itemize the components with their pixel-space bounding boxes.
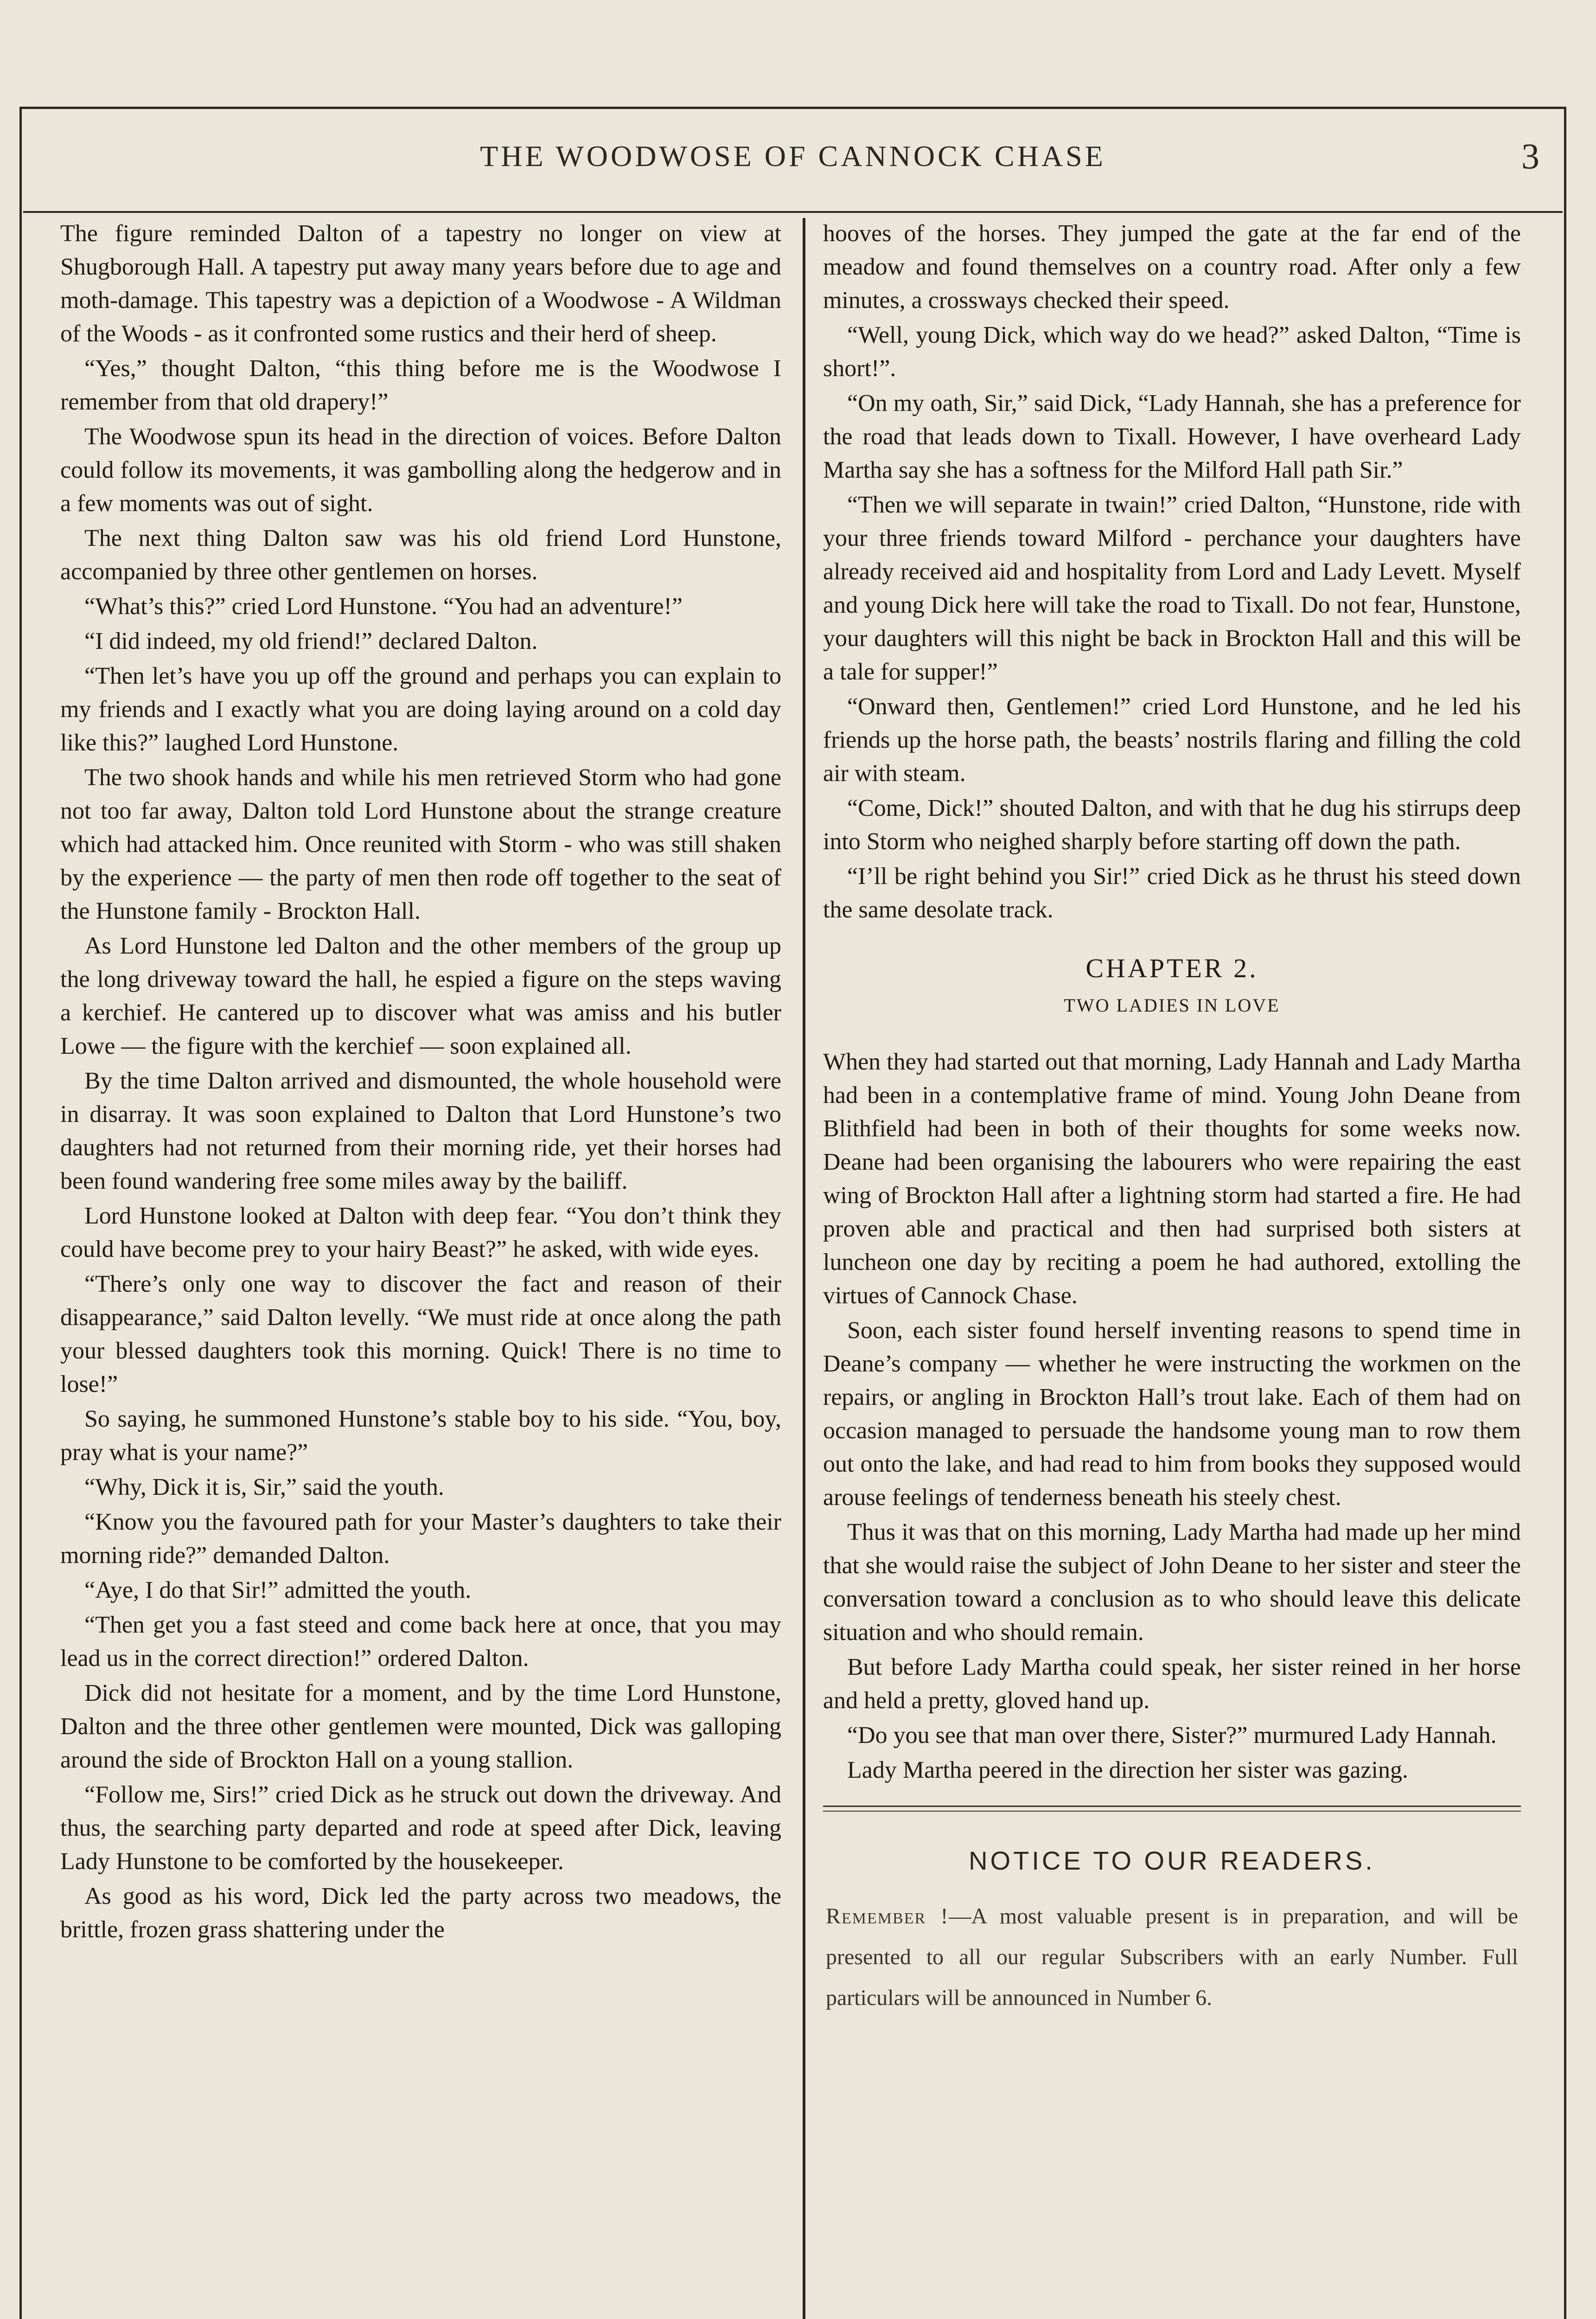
paragraph: “Onward then, Gentlemen!” cried Lord Hunstone, and he led his friends up the horse path, the beasts’ nostrils flaring and filling the cold air with steam. <box>823 693 1521 787</box>
paragraph: “Well, young Dick, which way do we head?” asked Dalton, “Time is short!”. <box>823 322 1521 382</box>
paragraph: “Come, Dick!” shouted Dalton, and with that he dug his stirrups deep into Storm who neighed sharply before starting off down the path. <box>823 795 1521 855</box>
page-number: 3 <box>1521 136 1539 176</box>
paragraph: “I did indeed, my old friend!” declared Dalton. <box>84 628 538 654</box>
paragraph: “Do you see that man over there, Sister?” murmured Lady Hannah. <box>847 1722 1497 1749</box>
notice-rule <box>823 1806 1521 1807</box>
paragraph: Lord Hunstone looked at Dalton with deep fear. “You don’t think they could have become prey to your hairy Beast?” he asked, with wide eyes. <box>60 1203 781 1262</box>
paragraph: By the time Dalton arrived and dismounted, the whole household were in disarray. It was soon explained to Dalton that Lord Hunstone’s two daughters had not returned from their morning ride, yet their horses had been found wandering free some miles away by the bailiff. <box>60 1068 781 1194</box>
notice-lead: Remember ! <box>826 1904 949 1928</box>
paragraph: “Know you the favoured path for your Master’s daughters to take their morning ride?” demanded Dalton. <box>60 1509 781 1569</box>
paragraph: The figure reminded Dalton of a tapestry no longer on view at Shugborough Hall. A tapestry put away many years before due to age and moth-damage. This tapestry was a depiction of a Woodwose - A Wildman of the Woods - as it confronted some rustics and their herd of sheep. <box>60 220 781 347</box>
paragraph: hooves of the horses. They jumped the gate at the far end of the meadow and found themselves on a country road. After only a few minutes, a crossways checked their speed. <box>823 220 1521 314</box>
notice-body <box>823 1896 1521 2018</box>
paragraph: Lady Martha peered in the direction her sister was gazing. <box>847 1757 1408 1783</box>
paragraph: “Then get you a fast steed and come back here at once, that you may lead us in the correct direction!” ordered Dalton. <box>60 1612 781 1672</box>
paragraph: “Aye, I do that Sir!” admitted the youth. <box>84 1577 472 1603</box>
paragraph: “What’s this?” cried Lord Hunstone. “You had an adventure!” <box>84 593 683 620</box>
notice-rule <box>823 1811 1521 1812</box>
notice-text: —A most valuable present is in preparation, and will be presented to all our regular Subscribers with an early Number. Full particulars will be announced in Number 6. <box>826 1904 1518 2010</box>
paragraph: The two shook hands and while his men retrieved Storm who had gone not too far away, Dalton told Lord Hunstone about the strange creature which had attacked him. Once reunited with Storm - who was still shaken by the experience — the party of men then rode off together to the seat of the Hunstone family - Brockton Hall. <box>60 764 781 924</box>
paragraph: The Woodwose spun its head in the direction of voices. Before Dalton could follow its movements, it was gambolling along the hedgerow and in a few moments was out of sight. <box>60 423 781 517</box>
paragraph: “On my oath, Sir,” said Dick, “Lady Hannah, she has a preference for the road that leads down to Tixall. However, I have overheard Lady Martha say she has a softness for the Milford Hall path Sir.” <box>823 390 1521 483</box>
notice-title: NOTICE TO OUR READERS. <box>969 1846 1375 1875</box>
running-title: THE WOODWOSE OF CANNOCK CHASE <box>480 140 1106 173</box>
page-header <box>28 136 1558 190</box>
header-rule <box>23 211 1563 213</box>
paragraph: Thus it was that on this morning, Lady Martha had made up her mind that she would raise the subject of John Deane to her sister and steer the conversation toward a conclusion as to who should leave this delicate situation and who should remain. <box>823 1519 1521 1646</box>
paragraph: As Lord Hunstone led Dalton and the other members of the group up the long driveway toward the hall, he espied a figure on the steps waving a kerchief. He cantered up to discover what was amiss and his butler Lowe — the figure with the kerchief — soon explained all. <box>60 933 781 1059</box>
paragraph: “Why, Dick it is, Sir,” said the youth. <box>84 1474 444 1500</box>
left-column <box>60 217 781 1948</box>
paragraph: So saying, he summoned Hunstone’s stable boy to his side. “You, boy, pray what is your name?” <box>60 1406 781 1466</box>
column-divider <box>803 218 805 2319</box>
paragraph: “Follow me, Sirs!” cried Dick as he struck out down the driveway. And thus, the searching party departed and rode at speed after Dick, leaving Lady Hunstone to be comforted by the housekeeper. <box>60 1781 781 1875</box>
chapter-subtitle: TWO LADIES IN LOVE <box>1064 995 1280 1016</box>
paragraph: “Then we will separate in twain!” cried Dalton, “Hunstone, ride with your three friends toward Milford - perchance your daughters have already received aid and hospitality from Lord and Lady Levett. Myself and young Dick here will take the road to Tixall. Do not fear, Hunstone, your daughters will this night be back in Brockton Hall and this will be a tale for supper!” <box>823 492 1521 685</box>
paragraph: But before Lady Martha could speak, her sister reined in her horse and held a pretty, gloved hand up. <box>823 1654 1521 1714</box>
paragraph: “There’s only one way to discover the fact and reason of their disappearance,” said Dalton levelly. “We must ride at once along the path your blessed daughters took this morning. Quick! There is no time to lose!” <box>60 1271 781 1397</box>
paragraph: Soon, each sister found herself inventing reasons to spend time in Deane’s company — whether he were instructing the workmen on the repairs, or angling in Brockton Hall’s trout lake. Each of them had on occasion managed to persuade the handsome young man to row them out onto the lake, and had read to him from books they supposed would arouse feelings of tenderness beneath his steely chest. <box>823 1317 1521 1511</box>
paragraph: Dick did not hesitate for a moment, and by the time Lord Hunstone, Dalton and the three other gentlemen were mounted, Dick was galloping around the side of Brockton Hall on a young stallion. <box>60 1680 781 1773</box>
paragraph: “Then let’s have you up off the ground and perhaps you can explain to my friends and I exactly what you are doing laying around on a cold day like this?” laughed Lord Hunstone. <box>60 663 781 756</box>
paragraph: “I’ll be right behind you Sir!” cried Dick as he thrust his steed down the same desolate track. <box>823 863 1521 923</box>
paragraph: The next thing Dalton saw was his old friend Lord Hunstone, accompanied by three other gentlemen on horses. <box>60 525 781 585</box>
paragraph: “Yes,” thought Dalton, “this thing before me is the Woodwose I remember from that old drapery!” <box>60 355 781 415</box>
paragraph: When they had started out that morning, Lady Hannah and Lady Martha had been in a contemplative frame of mind. Young John Deane from Blithfield had been in both of their thoughts for some weeks now. Deane had been organising the labourers who were repairing the east wing of Brockton Hall after a lightning storm had started a fire. He had proven able and practical and then had surprised both sisters at luncheon one day by reciting a poem he had authored, extolling the virtues of Cannock Chase. <box>823 1049 1521 1309</box>
right-column <box>823 217 1521 2018</box>
paragraph: As good as his word, Dick led the party across two meadows, the brittle, frozen grass shattering under the <box>60 1883 781 1943</box>
chapter-heading: CHAPTER 2. <box>1085 953 1258 983</box>
